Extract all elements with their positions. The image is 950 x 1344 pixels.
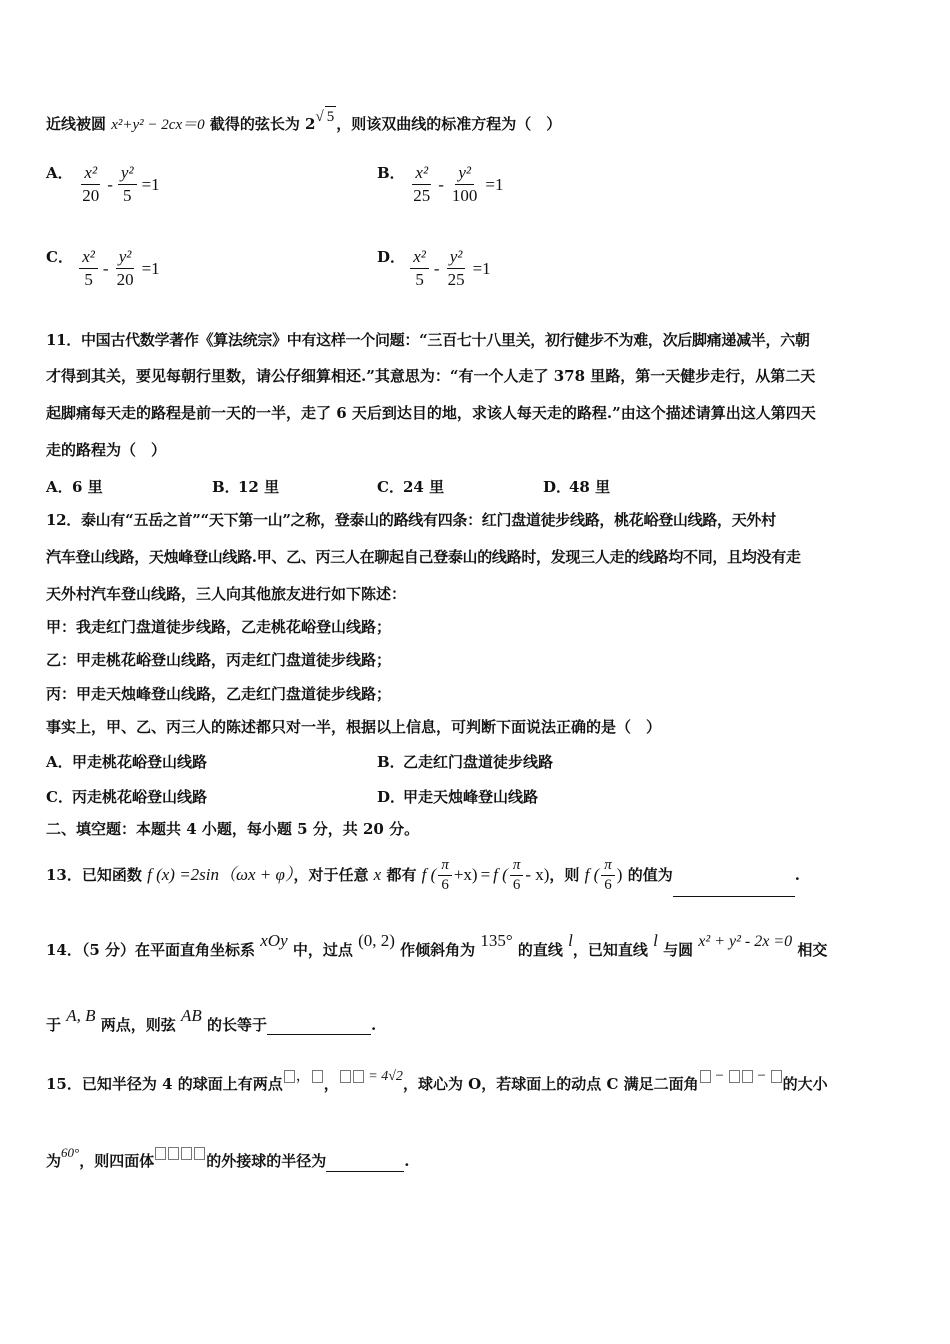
- frac-numerator: x²: [79, 247, 98, 269]
- frac-numerator: π: [601, 857, 615, 876]
- q13-period: .: [794, 866, 800, 884]
- option-letter: C．: [377, 478, 404, 496]
- frac-denominator: 25: [413, 186, 431, 205]
- q10-circle-equation: x²+y² − 2cx＝0: [111, 117, 205, 133]
- option-letter: D．: [543, 478, 572, 496]
- equals-one: =1: [485, 174, 504, 194]
- missing-glyph-icon: [729, 1070, 740, 1083]
- q10-sqrt: √ 5: [316, 109, 337, 125]
- missing-glyph-icon: [194, 1147, 205, 1160]
- q14-text: 的直线: [512, 941, 569, 959]
- q10-stem-text-a: 近线被圆: [46, 115, 112, 133]
- q14-text: 作倾斜角为: [394, 941, 481, 959]
- frac-denominator: 6: [604, 876, 612, 893]
- q15-comma: ，: [295, 1068, 311, 1084]
- q14-line-1: [46, 931, 828, 961]
- q14-text: ，已知直线: [572, 941, 654, 959]
- q14-text: 14．（5 分）在平面直角坐标系: [46, 941, 261, 959]
- q15-answer-blank[interactable]: [326, 1155, 404, 1172]
- q15-line-2: [46, 1145, 410, 1172]
- minus-sign: -: [107, 174, 113, 194]
- q15-length: = 4√2: [364, 1069, 403, 1084]
- q10-option-c[interactable]: [46, 246, 163, 290]
- q11-option-a[interactable]: [46, 476, 103, 497]
- q11-line-4: 走的路程为（ ）: [46, 441, 167, 459]
- q13-close-paren: ): [616, 865, 623, 884]
- q15-line-1: [46, 1068, 828, 1096]
- q13-text: 的值为: [622, 866, 673, 884]
- q10-option-b[interactable]: [377, 162, 507, 206]
- frac-numerator: x²: [81, 163, 100, 185]
- frac-numerator: π: [510, 857, 524, 876]
- option-text: 丙走桃花峪登山线路: [72, 788, 208, 806]
- q14-text: 的长等于: [201, 1016, 267, 1034]
- q14-period: .: [370, 1016, 377, 1034]
- q14-text: 于: [46, 1016, 67, 1034]
- option-letter: D．: [377, 788, 406, 806]
- q12-line-5: 乙：甲走桃花峪登山线路，丙走红门盘道徒步线路；: [46, 651, 392, 669]
- frac-numerator: y²: [116, 247, 135, 269]
- missing-glyph-icon: [353, 1070, 364, 1083]
- q14-point: (0, 2): [358, 931, 395, 950]
- q10-option-letter: D．: [377, 248, 406, 266]
- q12-option-b[interactable]: [377, 751, 553, 772]
- q13-text: 13．已知函数: [46, 866, 148, 884]
- q12-option-a[interactable]: [46, 751, 207, 772]
- q15-dash: −: [711, 1068, 728, 1084]
- q13-f-open: f (: [584, 865, 600, 884]
- q12-line-1: 12．泰山有“五岳之首”“天下第一山”之称，登泰山的路线有四条：红门盘道徒步线路，桃花峪登山线路，天外村: [46, 511, 776, 529]
- q15-text: 为: [46, 1152, 62, 1170]
- frac-denominator: 25: [447, 270, 465, 289]
- q14-text: 两点，则弦: [95, 1016, 181, 1034]
- missing-glyph-icon: [340, 1070, 351, 1083]
- q10-stem: [46, 109, 562, 135]
- q10-option-d[interactable]: [377, 246, 494, 290]
- q11-line-2: 才得到其关，要见每朝行里数，请公仔细算相还.”其意思为：“有一个人走了 378 里路，第一天健步走行，从第二天: [46, 367, 816, 385]
- q12-line-7: 事实上，甲、乙、丙三人的陈述都只对一半，根据以上信息，可判断下面说法正确的是（ ）: [46, 718, 662, 736]
- missing-glyph-icon: [284, 1070, 295, 1083]
- q14-line-l: l: [568, 931, 573, 950]
- q11-option-d[interactable]: [543, 476, 610, 497]
- minus-sign: -: [102, 258, 109, 278]
- missing-glyph-icon: [312, 1070, 323, 1083]
- q14-text: 中，过点: [287, 941, 359, 959]
- q14-line-2: [46, 1006, 377, 1035]
- q13-plus-x: +x): [453, 865, 478, 884]
- missing-glyph-icon: [168, 1147, 179, 1160]
- frac-numerator: π: [438, 857, 452, 876]
- q12-line-4: 甲：我走红门盘道徒步线路，乙走桃花峪登山线路；: [46, 618, 392, 636]
- q15-text: ，则四面体: [79, 1152, 155, 1170]
- q13-x: x: [373, 865, 382, 884]
- missing-glyph-icon: [700, 1070, 711, 1083]
- q13-text: ，对于任意: [293, 866, 374, 884]
- option-text: 6 里: [72, 478, 103, 496]
- frac-denominator: 20: [116, 270, 134, 289]
- option-letter: A．: [46, 753, 73, 771]
- frac-denominator: 100: [451, 186, 478, 205]
- q10-option-letter: A．: [46, 164, 73, 182]
- q14-points-ab: A, B: [66, 1006, 96, 1025]
- option-letter: C．: [46, 788, 73, 806]
- q14-angle: 135°: [480, 931, 513, 950]
- q14-xoy: xOy: [260, 931, 288, 950]
- q15-comma: ，: [323, 1075, 339, 1093]
- q14-answer-blank[interactable]: [267, 1018, 371, 1035]
- q13-text: 都有: [381, 866, 422, 884]
- missing-glyph-icon: [155, 1147, 166, 1160]
- frac-denominator: 6: [512, 876, 521, 893]
- q11-option-b[interactable]: [212, 476, 279, 497]
- q14-text: 相交: [792, 941, 828, 959]
- q13-minus-x: - x): [525, 865, 550, 884]
- q15-angle: 60°: [61, 1145, 80, 1160]
- frac-denominator: 5: [415, 270, 424, 289]
- option-text: 甲走桃花峪登山线路: [72, 753, 208, 771]
- option-text: 乙走红门盘道徒步线路: [403, 753, 554, 771]
- q10-option-letter: B．: [377, 164, 405, 182]
- option-letter: B．: [377, 753, 405, 771]
- q11-line-1: 11．中国古代数学著作《算法统宗》中有这样一个问题：“三百七十八里关，初行健步不为难，次后脚痛递减半，六朝: [46, 331, 810, 349]
- frac-denominator: 20: [82, 186, 100, 205]
- q15-text: 的大小: [782, 1075, 828, 1093]
- q15-period: .: [404, 1152, 410, 1170]
- option-text: 12 里: [238, 478, 280, 496]
- frac-denominator: 6: [441, 876, 449, 893]
- option-letter: A．: [46, 478, 73, 496]
- minus-sign: -: [438, 174, 444, 194]
- q12-line-3: 天外村汽车登山线路，三人向其他旅友进行如下陈述：: [46, 585, 407, 603]
- option-text: 24 里: [403, 478, 445, 496]
- frac-numerator: y²: [447, 247, 466, 269]
- q13: [46, 853, 800, 897]
- option-text: 48 里: [569, 478, 611, 496]
- q12-line-2: 汽车登山线路，天烛峰登山线路.甲、乙、丙三人在聊起自己登泰山的线路时，发现三人走的线路均不同，且均没有走: [46, 548, 801, 566]
- q10-sqrt-value: 5: [325, 106, 337, 127]
- option-letter: B．: [212, 478, 240, 496]
- q14-line-l: l: [653, 931, 658, 950]
- frac-denominator: 5: [122, 186, 132, 205]
- minus-sign: -: [433, 258, 440, 278]
- q12-option-d[interactable]: [377, 786, 538, 807]
- equals-one: =1: [472, 258, 491, 278]
- q15-text: 的外接球的半径为: [206, 1152, 327, 1170]
- q10-option-a[interactable]: [46, 162, 163, 206]
- q11-line-3: 起脚痛每天走的路程是前一天的一半，走了 6 天后到达目的地，求该人每天走的路程.”由这个描述请算出这人第四天: [46, 404, 816, 422]
- missing-glyph-icon: [181, 1147, 192, 1160]
- equals-one: =1: [141, 258, 160, 278]
- frac-denominator: 5: [84, 270, 93, 289]
- frac-numerator: x²: [412, 163, 431, 185]
- q14-text: 与圆: [657, 941, 699, 959]
- frac-numerator: y²: [455, 163, 474, 185]
- q14-chord-ab: AB: [180, 1006, 202, 1025]
- q14-circle-equation: x² + y² - 2x =0: [698, 933, 793, 950]
- missing-glyph-icon: [742, 1070, 753, 1083]
- q12-option-c[interactable]: [46, 786, 207, 807]
- q11-option-c[interactable]: [377, 476, 444, 497]
- q12-line-6: 丙：甲走天烛峰登山线路，乙走红门盘道徒步线路；: [46, 685, 392, 703]
- q13-answer-blank[interactable]: [673, 880, 795, 897]
- equals-one: =1: [141, 174, 160, 194]
- q15-text: 15．已知半径为 4 的球面上有两点: [46, 1075, 283, 1093]
- frac-numerator: y²: [118, 163, 137, 185]
- q13-f-open: f (: [493, 865, 508, 884]
- option-text: 甲走天烛峰登山线路: [403, 788, 539, 806]
- q10-option-letter: C．: [46, 248, 73, 266]
- q13-text: ，则: [549, 866, 585, 884]
- q15-text: ，球心为 O，若球面上的动点 C 满足二面角: [402, 1075, 699, 1093]
- frac-numerator: x²: [410, 247, 429, 269]
- q10-stem-text-c: ，则该双曲线的标准方程为（ ）: [336, 115, 562, 133]
- q13-f-open: f (: [421, 865, 437, 884]
- missing-glyph-icon: [771, 1070, 782, 1083]
- q13-function: f (x) =2sin（ωx + φ）: [147, 865, 294, 884]
- q10-stem-text-b: 截得的弦长为 2: [204, 115, 316, 133]
- q15-dash: −: [753, 1068, 770, 1084]
- section-2-heading: 二、填空题：本题共 4 小题，每小题 5 分，共 20 分。: [46, 820, 420, 838]
- equals-sign: =: [480, 865, 491, 884]
